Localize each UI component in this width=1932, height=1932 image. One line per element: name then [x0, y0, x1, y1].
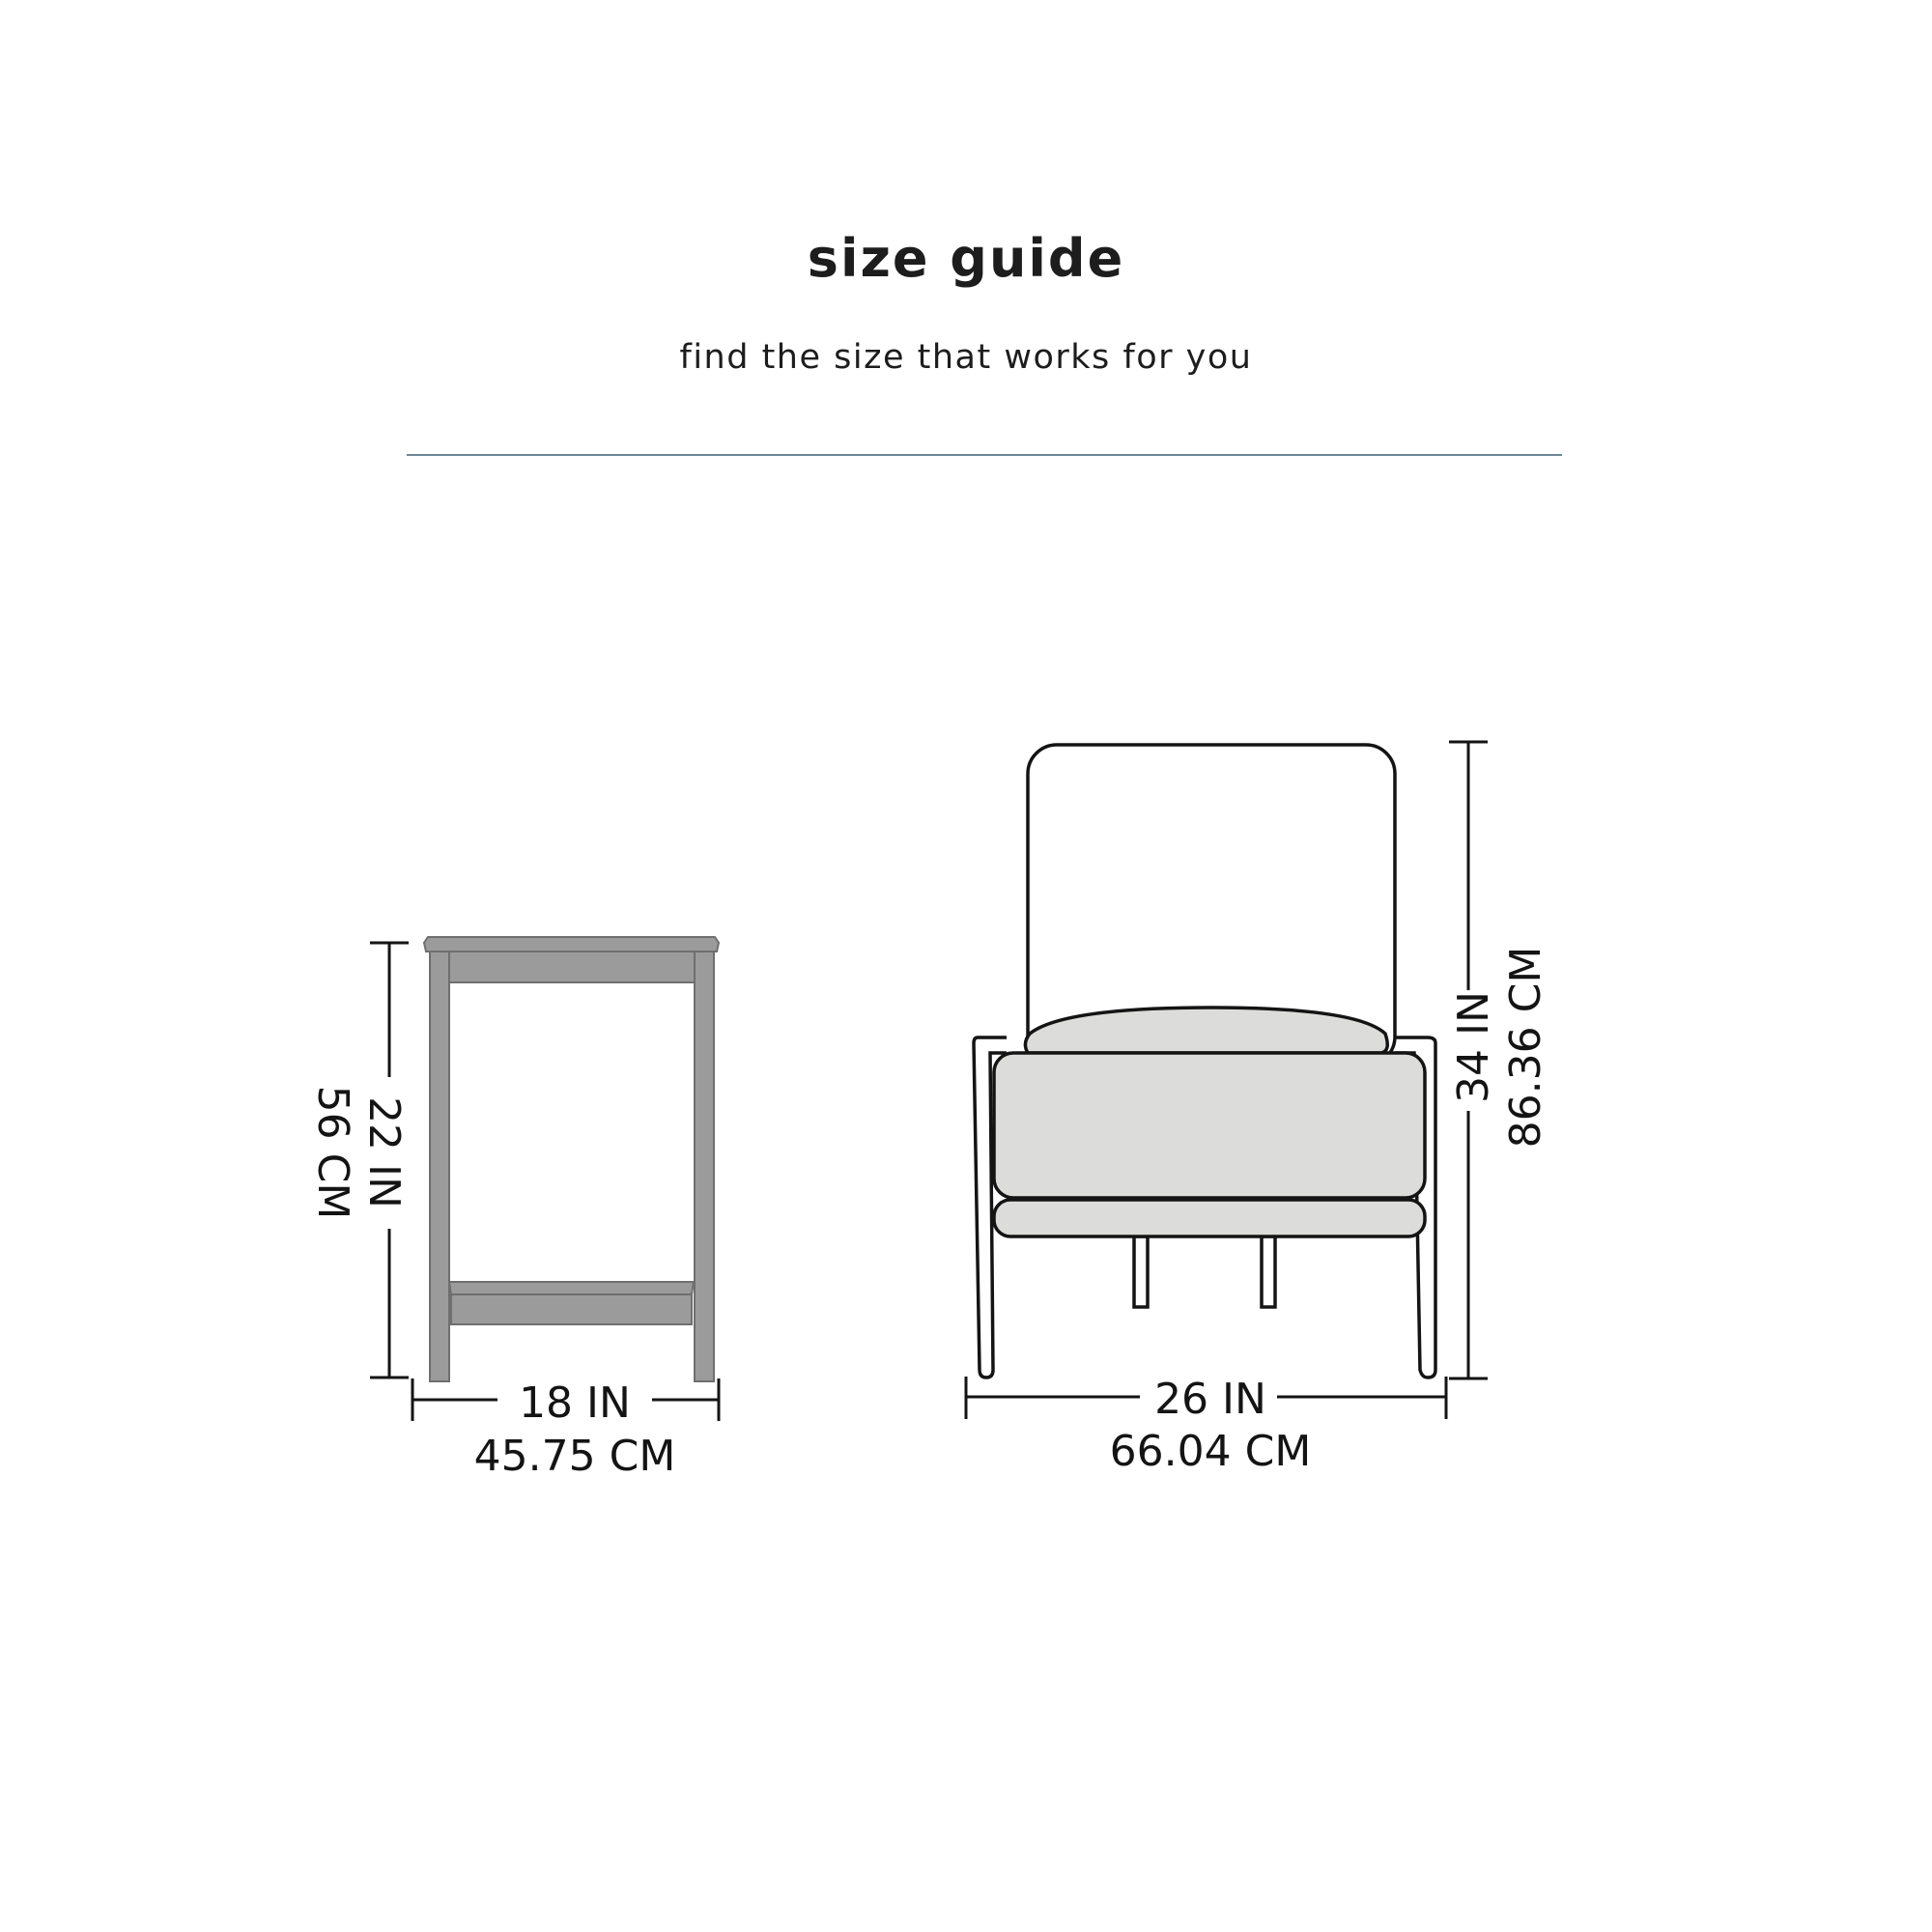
table-width-in-label: 18 IN: [519, 1378, 631, 1428]
table-apron: [449, 952, 695, 982]
table-shelf: [449, 1282, 694, 1294]
table-leg-left: [430, 952, 449, 1381]
armchair-illustration: [974, 745, 1435, 1378]
table-shelf-rail: [451, 1294, 692, 1324]
table-top: [424, 937, 719, 952]
chair-height-in-label: 34 IN: [1449, 991, 1498, 1103]
table-height-in-label: 22 IN: [359, 1096, 409, 1208]
table-height-cm-label: 56 CM: [308, 1085, 357, 1220]
chair-height-cm-label: 86.36 CM: [1501, 946, 1550, 1149]
page-title: size guide: [807, 228, 1125, 289]
chair-seat-cushion: [994, 1053, 1425, 1198]
table-leg-right: [695, 952, 714, 1381]
chair-width-cm-label: 66.04 CM: [1109, 1427, 1312, 1476]
chair-leg-right: [1262, 1236, 1275, 1307]
page-subtitle: find the size that works for you: [679, 338, 1253, 377]
side-table-illustration: [424, 937, 719, 1381]
chair-width-in-label: 26 IN: [1154, 1375, 1266, 1424]
table-width-cm-label: 45.75 CM: [473, 1432, 676, 1481]
chair-leg-left: [1134, 1236, 1148, 1307]
chair-base-cushion: [994, 1200, 1425, 1236]
chair-seat-top: [1025, 1008, 1387, 1053]
